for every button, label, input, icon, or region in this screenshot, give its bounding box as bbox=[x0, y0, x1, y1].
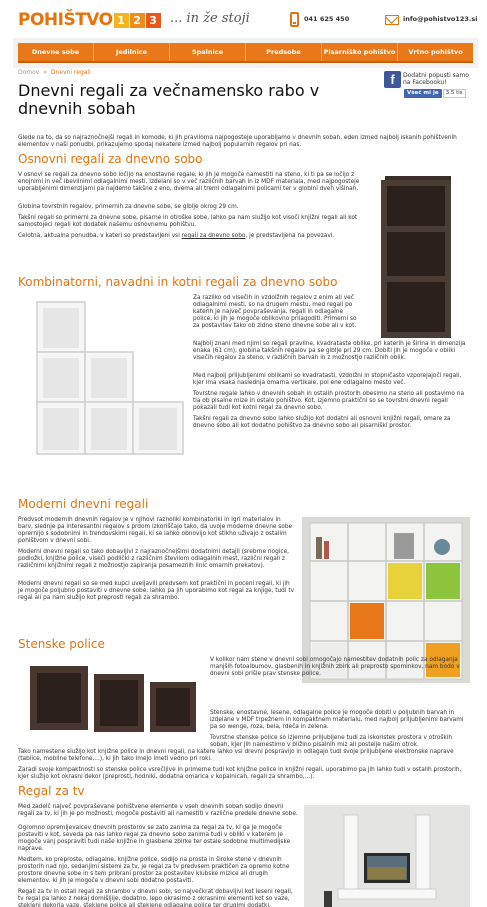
email-link[interactable]: info@pohistvo123.si bbox=[403, 15, 478, 23]
facebook-like-count: 3.5 tis bbox=[443, 89, 466, 98]
s3-paragraph-3: Moderni dnevni regali so se med kupci uveljavili predvsem kot praktični in poceni regali, ki jih je mogoče poljubno postaviti v dnevne sobe, lahko pa jih uporabimo kot regal za knjige, tudi tv regal ali pa nam služijo kot preprosti regali za shrambo. bbox=[18, 581, 295, 601]
link-regali-za-dnevno-sobo[interactable]: regali za dnevno sobo bbox=[181, 233, 246, 239]
facebook-icon[interactable]: f bbox=[384, 71, 401, 88]
s4-paragraph-5: Zaradi svoje kompaktnosti so stenske police vsrečljive in primerne tudi kot knjižne police in knjižni regali, uporabimo pa jih lahko tudi v ostalih prostorih, kjer služijo kot okrasni dekor (preprosti, hodniki, dodatna omarica v kopalnicah, regali za shrambo,...). bbox=[18, 767, 462, 780]
nav-item-jedilnice[interactable]: Jedilnice bbox=[94, 43, 170, 61]
site-logo[interactable] bbox=[18, 8, 161, 32]
nav-item-predsobe[interactable]: Predsobe bbox=[246, 43, 322, 61]
facebook-promo-text: Dodatni popusti samo na Facebooku! bbox=[403, 72, 469, 86]
logo-num-1: 1 bbox=[114, 13, 129, 28]
s3-paragraph-1: Predvsot modernih dnevnih regalov je v njihovi raznoliki kombinatoriki in igri materialov in barv, slednje pa interesantni regalov s prdom izkoriščajo tako, da uvoje moderne dnevne sobe oprernijo s sodobnimi in trendovskimi regali, ki se lahko obnovijo kot stikho uživajo z ostalim pohištvom v dnevni sobi. bbox=[18, 517, 293, 544]
s1-paragraph-3: Takšni regali so primerni za dnevne sobe, pisarne in otroške sobe, lahko pa nam služijo kot visoči knjižni regali ali kot samostojeci regali kot dodatek našemu osnovnemu pohištvu. bbox=[18, 215, 358, 228]
tall-shelf-image bbox=[381, 174, 457, 339]
facebook-like-button[interactable]: Všeč mi je bbox=[404, 89, 442, 98]
breadcrumb bbox=[18, 69, 91, 76]
logo-num-2: 2 bbox=[130, 13, 145, 28]
s1-paragraph-4 bbox=[18, 233, 360, 240]
logo-num-3: 3 bbox=[146, 13, 161, 28]
s2-paragraph-4: Tovrstne regale lahko v dnevnih sobah in ostalih prostorih obesimo na steno ali postavimo na tla ob pisalne mize in ostalo pohištvo. Kot, izjemno praktični so se tovrstni dnevni regali pokazali tudi kot kotni regal za dnevno sobo. bbox=[193, 391, 465, 411]
nav-item-dnevne-sobe[interactable]: Dnevne sobe bbox=[18, 43, 94, 61]
s4-paragraph-1: V kolikor nam stene v dnevni sobi omogočajo namestitev dodatnih polic za odlaganja manjših fotoalbumov, glasbenih in knjižnih zbirk ali preprosto spominkov, nam bodo v dnevni sobi prišle prav stenske police. bbox=[210, 657, 460, 677]
tagline: ... in že stoji bbox=[170, 11, 250, 26]
breadcrumb-separator: » bbox=[43, 69, 47, 76]
s2-paragraph-5: Takšni regali za dnevno sobo lahko služijo kot dodatni ali osnovni knjižni regali, omare za dnevno sobo ali kot dodatno pohištvo za dnevno sobo ali pisarniški prostor. bbox=[193, 416, 451, 429]
s5-paragraph-4: Regali za tv in ostali regali za shrambo v dnevni sobi, so največkrat dobavljivi kot leseni regali, tv regal pa lahko z nekaj domišljije, dodatno, lepo okrasimo z okrasnimi elementi kot so vaze, stekleni dekorja vaze, steklene police ali steklene odlagalne police ter drugimi dodatki. bbox=[18, 889, 293, 907]
tv-unit-image bbox=[304, 805, 470, 907]
nav-item-pisarnisko[interactable]: Pisarniško pohištvo bbox=[322, 43, 398, 61]
section-title-stenske: Stenske police bbox=[18, 637, 105, 651]
phone-icon bbox=[290, 12, 299, 27]
section-title-regal-za-tv: Regal za tv bbox=[18, 784, 85, 798]
intro-paragraph: Glede na to, da so najraznočnejši regali in komode, ki jih praviloma najpogosteje uporabljamo v dnevnih sobah, eden izmed najbolj iskanih pohištvenih elementov v naši ponudbi, prikazujemo spodaj nekatere izmed najbolj popularnih regalov pri nas. bbox=[18, 135, 457, 148]
section-title-moderni: Moderni dnevni regali bbox=[18, 497, 149, 511]
breadcrumb-home[interactable]: Domov bbox=[18, 69, 40, 76]
s4-paragraph-2: Stenske, enostavne, lesene, odlagalne police je mogoče dobiti v poljubnih barvah in izdelane v MDF trpežnem in kompaktnem materialu, med najbolj priljubljenimi barvami pa so wenge, roza, bela, rdeča in zelena. bbox=[210, 710, 464, 730]
s1-p4-post: , je predstavljena na povezavi. bbox=[245, 233, 335, 239]
stair-shelf-image bbox=[35, 298, 187, 458]
nav-item-vrtno[interactable]: Vrtno pohištvo bbox=[408, 48, 463, 56]
s5-paragraph-2: Ogromno opremljevalcev dnevnih prostorov se zato zanima za regal za tv, ki ga je mogoče postaviti v kot, seveda pa nas lahko regal za dnevno sobo zanima tudi v obliki v katerem je mogoče vanj pospraviti tudi naše knjižne in glasbene zbirke ter ostale sodobne multimedijske naprave. bbox=[18, 825, 291, 852]
s1-paragraph-1: V osnovi se regali za dnevno sobo ločijo na enostavne regale, ki jih je mogoče namestiti na steno, ki ti pa se ločijo z enojnimi in več ibevilnimi odlagalnimi mesti. Izdelani so v več različnih barvah in iz MDF materiala, med najpogosteje uporabljenimi dimenzijami pa najdemo takšne z eno, dvema ali tremi odlagalnimi policami ter v globini dveh višinah. bbox=[18, 172, 360, 192]
facebook-like-widget[interactable] bbox=[404, 89, 466, 98]
page-title: Dnevni regali za večnamensko rabo v dnevnih sobah bbox=[18, 81, 320, 118]
s1-p4-pre: Celotna, aktualna ponudba, v kateri so predstavljeni vsi bbox=[18, 233, 182, 239]
logo-word: POHIŠTVO bbox=[18, 10, 113, 30]
s1-paragraph-2: Globina tovrstnih regalov, primernih za dnevne sobe, se giblje okrog 29 cm. bbox=[18, 204, 239, 210]
mail-icon bbox=[385, 15, 399, 25]
s3-paragraph-2: Moderni dnevni regali so tako dobavljivi z najraznočnejšimi dodatnimi detajli (srebrne nogice, podložki, knjižne police, viseči podlički z različnim številom odlagalnih mest, različni regali z različnimi knjižnimi regali z možnostjo zapiranja posameznih linic omarnih prekatov). bbox=[18, 549, 289, 569]
section-title-osnovni: Osnovni regali za dnevno sobo bbox=[18, 152, 203, 166]
s2-paragraph-2: Najbolj znani med njimi so regali pravilne, kvadrataste oblike, pri katerih je širina in dimenzija enaka (61 cm), globina takšnih regalov pa se giblje pri 29 cm. Dobiti jih je mogoče v obliki visečih regalov za steno, v različnih barvah in z možnostjo različnih oblik. bbox=[193, 341, 466, 361]
nav-item-spalnice[interactable]: Spalnice bbox=[170, 43, 246, 61]
wall-cubes-image bbox=[28, 660, 204, 738]
phone-number[interactable]: 041 625 450 bbox=[304, 15, 350, 23]
site-header bbox=[0, 0, 487, 38]
s5-paragraph-1: Med zadelč največ povpraševane pohištvene elemente v vseh dnevnih sobah sodijo dnevni regali za tv, ki jih je po možnosti, mogoče postaviti ali namestiti v različne predele dnevne sobe. bbox=[18, 804, 298, 817]
s5-paragraph-3: Medtem, ko preproste, odlagalne, knjižne police, sodijo na prosta in široke stene v dnevnih prostorih nad njo, sedanjimi sistemi za tv, je regal za tv predvsem praktičen za opremo kotne prostore dnevne sobe in s tem pribrani prostor za postavitev klubske mizice ali drugih elementov, ki jih je mogoče v dnevni sobi dodatno postaviti. bbox=[18, 857, 290, 884]
section-title-kombinatorni: Kombinatorni, navadni in kotni regali za dnevno sobo bbox=[18, 275, 338, 289]
s2-paragraph-3: Med najbolj priljubljenimi oblikami so kvadratasti, vzdolžni in stopničasto vzporejajoči regali, kjer ima vsaka naslednja omarna vertikale, pol ene odlagalno mesto več. bbox=[193, 373, 462, 386]
s2-paragraph-1: Za razliko od visečih in vzdolžnih regalov z enim ali več odlagalnimi mesti, so na drugem mestu, med regali po katerih je največ povpraševanja, regali in odlagalne police, ki jih je mogoče oblikovno prilagoditi. Primerni so za postavitev tako ob zidno steno dnevne sobe ali v kot. bbox=[193, 295, 357, 329]
main-nav bbox=[18, 43, 473, 63]
s4-paragraph-3: Tovrstne stenske police so izjemno priljubljene tudi za iskoristek prostora v otroških sobah, kjer jih namestimo v bližino pisalnih miz ali postelje našim otrok. bbox=[210, 735, 453, 748]
s4-paragraph-4: Tako namestene služijo kot knjižne police in dnevni regali, na katere lahko vsi drevni pospravijo in odlagajo tudi svoje priljubljene elektronske naprave (tablice, mobilne telefone,...), ki jih tako imejo imeti vedno pri roki. bbox=[18, 749, 454, 762]
breadcrumb-current[interactable]: Dnevni regali bbox=[50, 69, 91, 76]
